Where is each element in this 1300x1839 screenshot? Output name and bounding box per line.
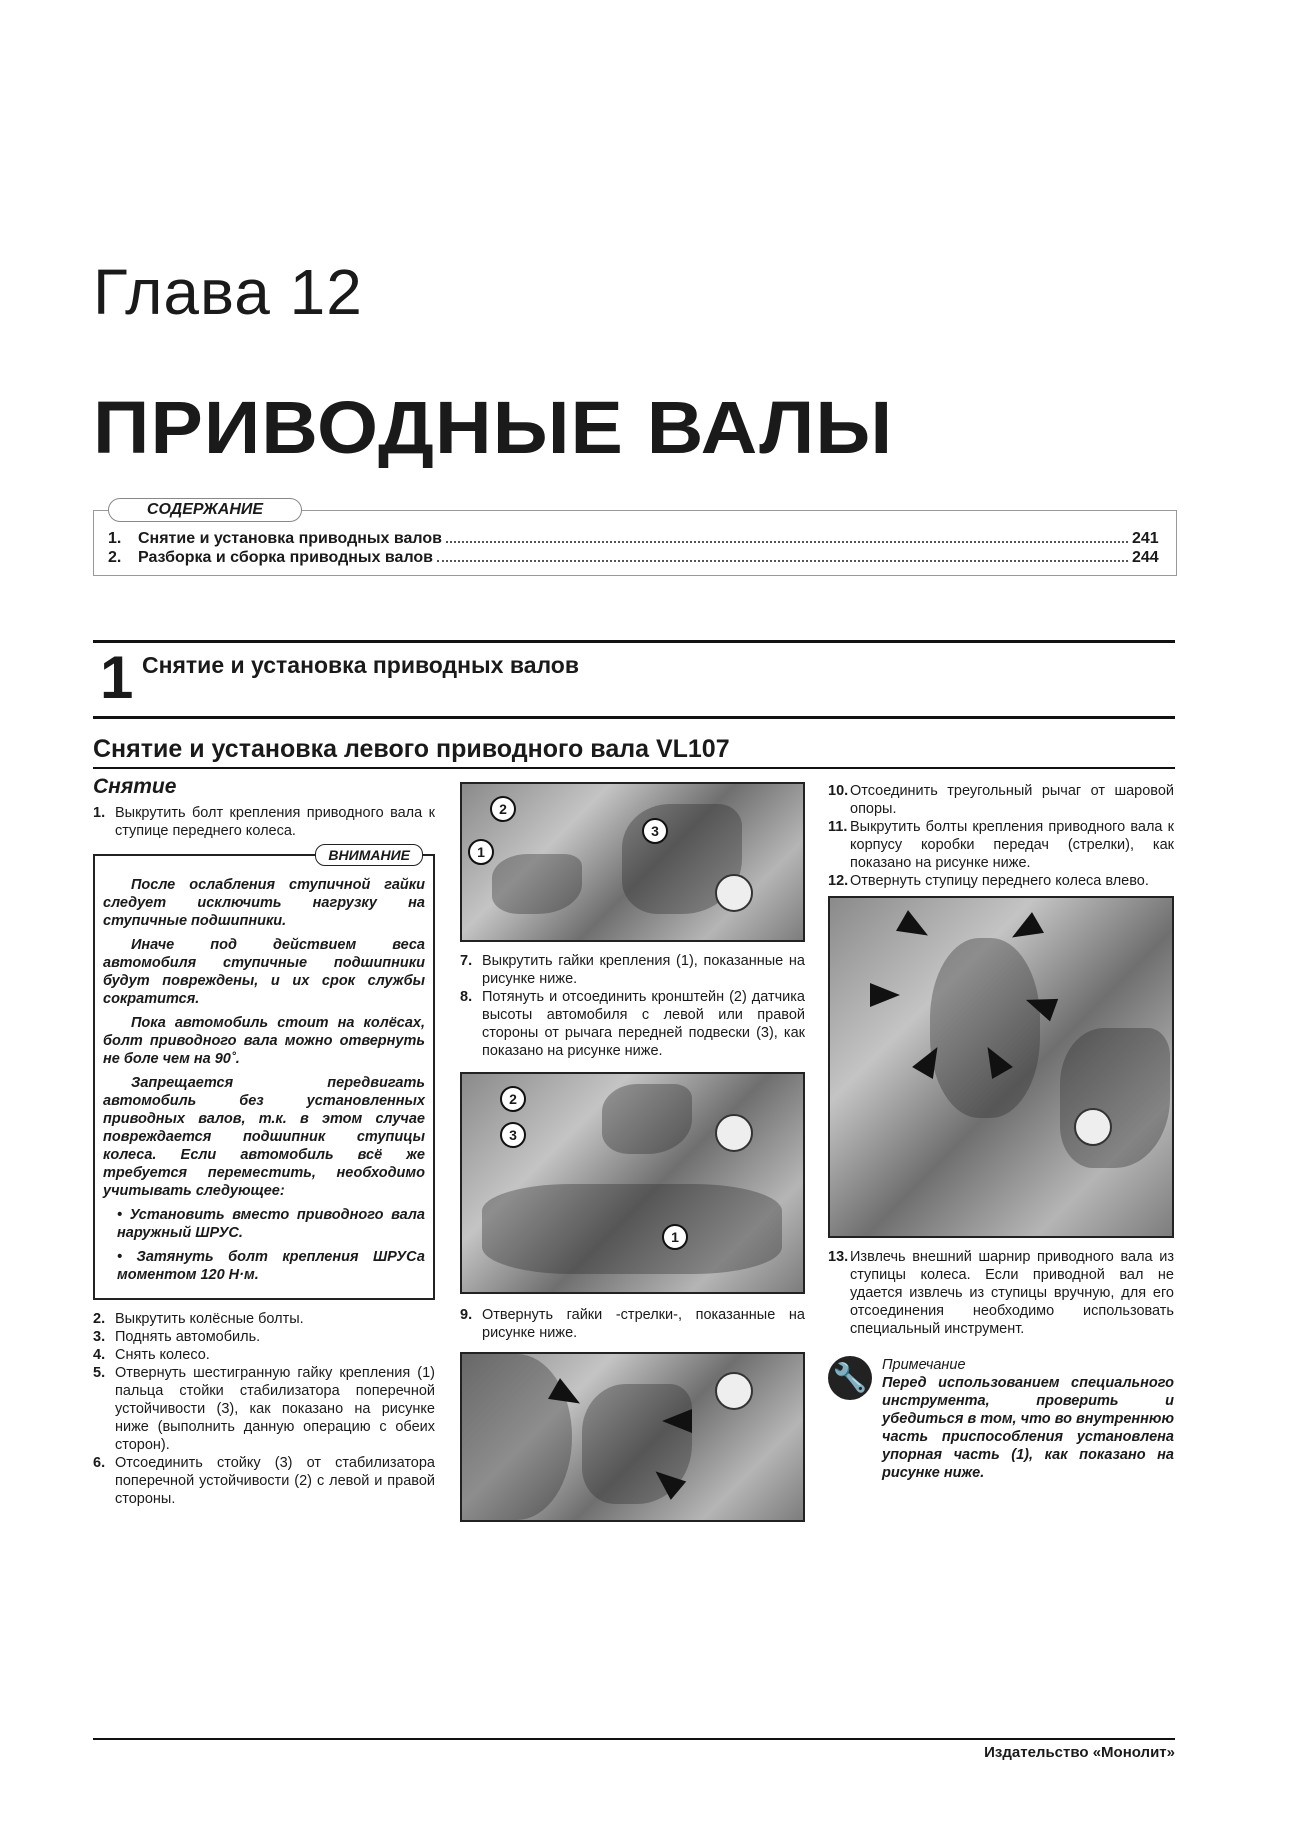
callout-2: 2: [500, 1086, 526, 1112]
photo-part-shape: [482, 1184, 782, 1274]
chapter-label: Глава 12: [93, 256, 363, 328]
photo-part-shape: [1060, 1028, 1170, 1168]
figure-driveshaft-bolts: [828, 896, 1174, 1238]
toc-item-label: Снятие и установка приводных валов: [138, 530, 442, 547]
toc-leader-dots: [437, 549, 1128, 562]
callout-1: 1: [662, 1224, 688, 1250]
photo-part-shape: [492, 854, 582, 914]
section-top-rule: [93, 640, 1175, 643]
callout-3: 3: [642, 818, 668, 844]
warning-paragraph: Иначе под действием веса автомобиля ступичные подшипники будут повреждены, и их срок службы сократится.: [103, 937, 425, 1007]
removal-heading: Снятие: [93, 775, 177, 798]
publisher-logo-icon: [715, 874, 753, 912]
warning-bullet: • Установить вместо приводного вала наружный ШРУС.: [117, 1207, 425, 1241]
callout-2: 2: [490, 796, 516, 822]
warning-label: ВНИМАНИЕ: [315, 844, 423, 866]
toc-item-num: 1.: [108, 530, 122, 547]
step-3: 3. Поднять автомобиль.: [93, 1329, 261, 1345]
step-1: 1. Выкрутить болт крепления приводного вала к ступице переднего колеса.: [93, 805, 435, 839]
step-5: 5. Отвернуть шестигранную гайку крепления (1) пальца стойки стабилизатора поперечной устойчивости (3), как показано на рисунке ниже (выполнить данную операцию с обеих сторон).: [93, 1365, 435, 1453]
section-bottom-rule: [93, 716, 1175, 719]
callout-1: 1: [468, 839, 494, 865]
publisher-logo-icon: [715, 1114, 753, 1152]
step-13: 13. Извлечь внешний шарнир приводного вала из ступицы колеса. Если приводной вал не удается извлечь из ступицы вручную, для его отсоединения необходимо использовать специальный инструмент.: [828, 1249, 1174, 1337]
step-2: 2. Выкрутить колёсные болты.: [93, 1311, 304, 1327]
step-9: 9. Отвернуть гайки -стрелки-, показанные на рисунке ниже.: [460, 1307, 805, 1341]
warning-paragraph: Запрещается передвигать автомобиль без установленных приводных валов, т.к. в этом случае повреждается подшипник ступицы колеса. Если автомобиль всё же требуется переместить, необходимо учитывать следующее:: [103, 1075, 425, 1199]
toc-item-label: Разборка и сборка приводных валов: [138, 549, 434, 566]
step-7: 7. Выкрутить гайки крепления (1), показанные на рисунке ниже.: [460, 953, 805, 987]
warning-bullet: • Затянуть болт крепления ШРУСа моментом 120 Н·м.: [117, 1249, 425, 1283]
section-number: 1: [100, 644, 134, 711]
warning-paragraph: После ослабления ступичной гайки следует исключить нагрузку на ступичные подшипники.: [103, 877, 425, 929]
publisher-logo-icon: [715, 1372, 753, 1410]
column-1: [93, 775, 435, 1508]
step-12: 12. Отвернуть ступицу переднего колеса влево.: [828, 873, 1149, 889]
photo-part-shape: [930, 938, 1040, 1118]
publisher-logo-icon: [1074, 1108, 1112, 1146]
note-block: [828, 1356, 1174, 1482]
toc-item-page: 244: [1132, 549, 1159, 566]
figure-hub-nuts: [460, 1352, 805, 1522]
section-title: Снятие и установка приводных валов: [142, 652, 579, 678]
arrow-icon: [870, 983, 900, 1007]
figure-stabilizer-link: [460, 782, 805, 942]
arrow-icon: [896, 910, 934, 946]
step-11: 11. Выкрутить болты крепления приводного вала к корпусу коробки передач (стрелки), как показано на рисунке ниже.: [828, 819, 1174, 871]
column-3: [828, 782, 1174, 1482]
publisher-footer: Издательство «Монолит»: [984, 1744, 1175, 1761]
callout-3: 3: [500, 1122, 526, 1148]
step-4: 4. Снять колесо.: [93, 1347, 210, 1363]
toc-item-1[interactable]: [108, 530, 1158, 548]
wrench-note-icon: 🔧: [828, 1356, 872, 1400]
arrow-icon: [1006, 912, 1044, 948]
toc-leader-dots: [446, 530, 1128, 543]
note-text: Перед использованием специального инструмента, проверить и убедиться в том, что во внутреннюю часть приспособления установлена упорная часть (1), как показано на рисунке ниже.: [882, 1375, 1174, 1481]
toc-heading: СОДЕРЖАНИЕ: [108, 498, 302, 522]
subsection-title: Снятие и установка левого приводного вала VL107: [93, 735, 730, 763]
chapter-title: ПРИВОДНЫЕ ВАЛЫ: [93, 386, 894, 469]
toc-item-2[interactable]: [108, 549, 1158, 567]
toc-item-num: 2.: [108, 549, 122, 566]
figure-height-sensor: [460, 1072, 805, 1294]
note-title: Примечание: [882, 1357, 966, 1373]
warning-box: [93, 847, 435, 1300]
column-2: [460, 782, 805, 1522]
toc-item-page: 241: [1132, 530, 1159, 547]
subsection-rule: [93, 767, 1175, 769]
step-10: 10. Отсоединить треугольный рычаг от шаровой опоры.: [828, 783, 1174, 817]
photo-part-shape: [462, 1354, 572, 1520]
warning-paragraph: Пока автомобиль стоит на колёсах, болт приводного вала можно отвернуть не боле чем на 90˚.: [103, 1015, 425, 1067]
footer-rule: [93, 1738, 1175, 1740]
step-6: 6. Отсоединить стойку (3) от стабилизатора поперечной устойчивости (2) с левой и правой стороны.: [93, 1455, 435, 1507]
photo-part-shape: [602, 1084, 692, 1154]
step-8: 8. Потянуть и отсоединить кронштейн (2) датчика высоты автомобиля с левой или правой стороны от рычага передней подвески (3), как показано на рисунке ниже.: [460, 989, 805, 1059]
arrow-icon: [662, 1409, 692, 1433]
